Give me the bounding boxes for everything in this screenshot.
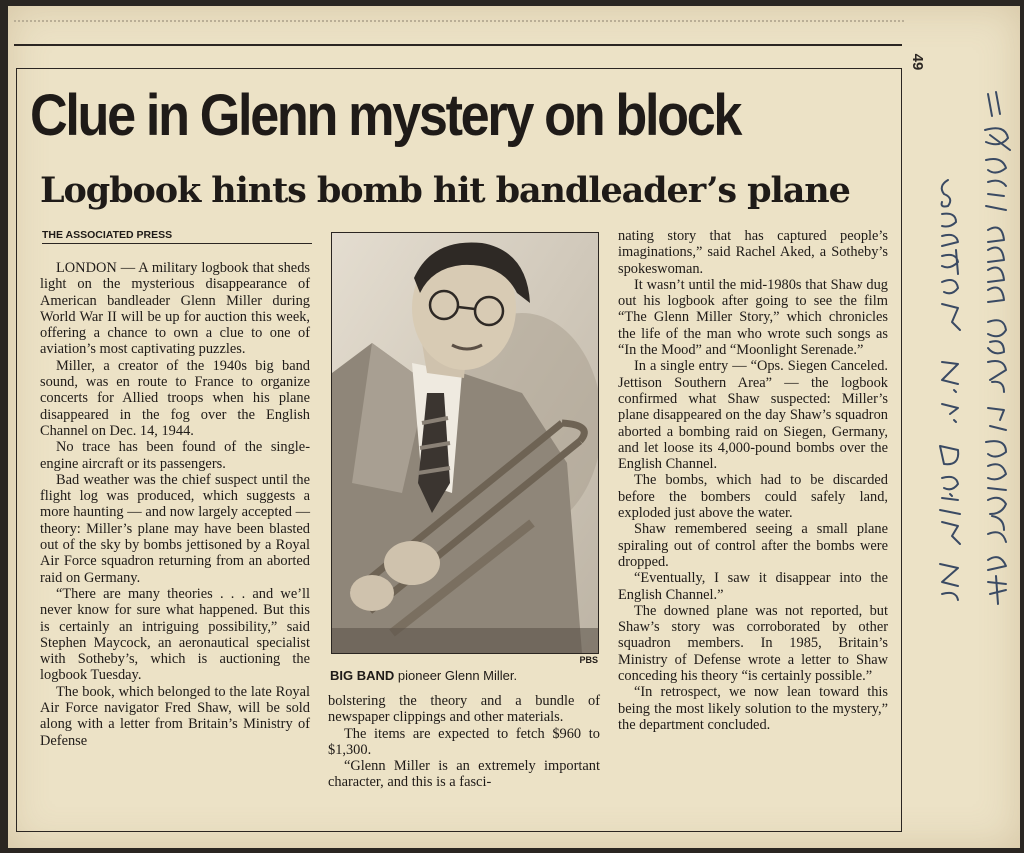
caption-bold: BIG BAND [330,668,395,683]
paragraph: The bombs, which had to be discarded before the bombers could safely land, exploded just above the water. [618,472,888,522]
paragraph: The items are expected to fetch $960 to $1,300. [328,725,600,758]
paragraph: “Eventually, I saw it disappear into the English Channel.” [618,570,888,603]
article-column-1 [40,260,310,749]
paragraph: Miller, a creator of the 1940s big band sound, was en route to France to organize concerts for Allied troops when his plane disappeared in the fog over the English Channel on Dec. 14, 1944. [40,357,310,439]
paragraph: “There are many theories . . . and we’ll never know for sure what happened. But this is certainly an intriguing possibility,” said Stephen Maycock, an aeronautical specialist with Sotheby’s, which is auctioning the logbook Tuesday. [40,585,310,684]
top-rule [14,44,902,46]
paragraph: LONDON — A military logbook that sheds light on the mysterious disappearance of American bandleader Glenn Miller during World War II will be up for auction this week, offering a chance to own a clue to one of aviation’s most captivating puzzles. [40,260,310,358]
paragraph: Shaw remembered seeing a small plane spiraling out of control after the bombs were dropped. [618,521,888,570]
article-column-3 [618,228,888,733]
byline: THE ASSOCIATED PRESS [42,229,312,244]
paragraph: Bad weather was the chief suspect until the flight log was produced, which suggests a more haunting — and now largely accepted — theory: Miller’s plane may have been blasted out of the sky by bombs jettisoned by a Royal Air Force squadron returning from an aborted raid on Germany. [40,471,310,586]
page-number: 49 [909,53,926,71]
paragraph: bolstering the theory and a bundle of newspaper clippings and other materials. [328,693,600,726]
subheadline: Logbook hints bomb hit bandleader’s plane [40,170,850,211]
photo-caption [330,668,600,683]
caption-text: pioneer Glenn Miller. [394,668,518,683]
top-border-dots [14,20,904,24]
paragraph: No trace has been found of the single-engine aircraft or its passengers. [40,439,310,472]
handwriting-ink [930,90,1020,610]
paragraph: nating story that has captured people’s imaginations,” said Rachel Aked, a Sotheby’s spokeswoman. [618,228,888,277]
headline: Clue in Glenn mystery on block [30,83,741,148]
photo-credit: PBS [579,655,598,665]
handwritten-annotation [930,90,1020,610]
paragraph: In a single entry — “Ops. Siegen Canceled. Jettison Southern Area” — the logbook confirmed what Shaw suspected: Miller’s plane disappeared on the day Shaw’s squadron aborted a bombing raid on Siegen, Germany, and let loose its 4,000-pound bombs over the English Channel. [618,358,888,473]
paragraph: The downed plane was not reported, but Shaw’s story was corroborated by other squadron members. In 1985, Britain’s Ministry of Defense wrote a letter to Shaw conceding his theory “is certainly possible.” [618,602,888,685]
photo-glenn-miller [331,232,599,654]
portrait-illustration [332,233,598,653]
paragraph: It wasn’t until the mid-1980s that Shaw dug out his logbook after going to see the film “The Glenn Miller Story,” which chronicles the life of the man who wrote such songs as “In the Mood” and “Moonlight Serenade.” [618,276,888,359]
article-column-2 [328,693,600,791]
paragraph: The book, which belonged to the late Royal Air Force navigator Fred Shaw, will be sold along with a letter from Britain’s Ministry of Defense [40,683,310,749]
paragraph: “In retrospect, we now lean toward this being the most likely solution to the mystery,” the department concluded. [618,684,888,733]
paragraph: “Glenn Miller is an extremely important character, and this is a fasci- [328,758,600,791]
